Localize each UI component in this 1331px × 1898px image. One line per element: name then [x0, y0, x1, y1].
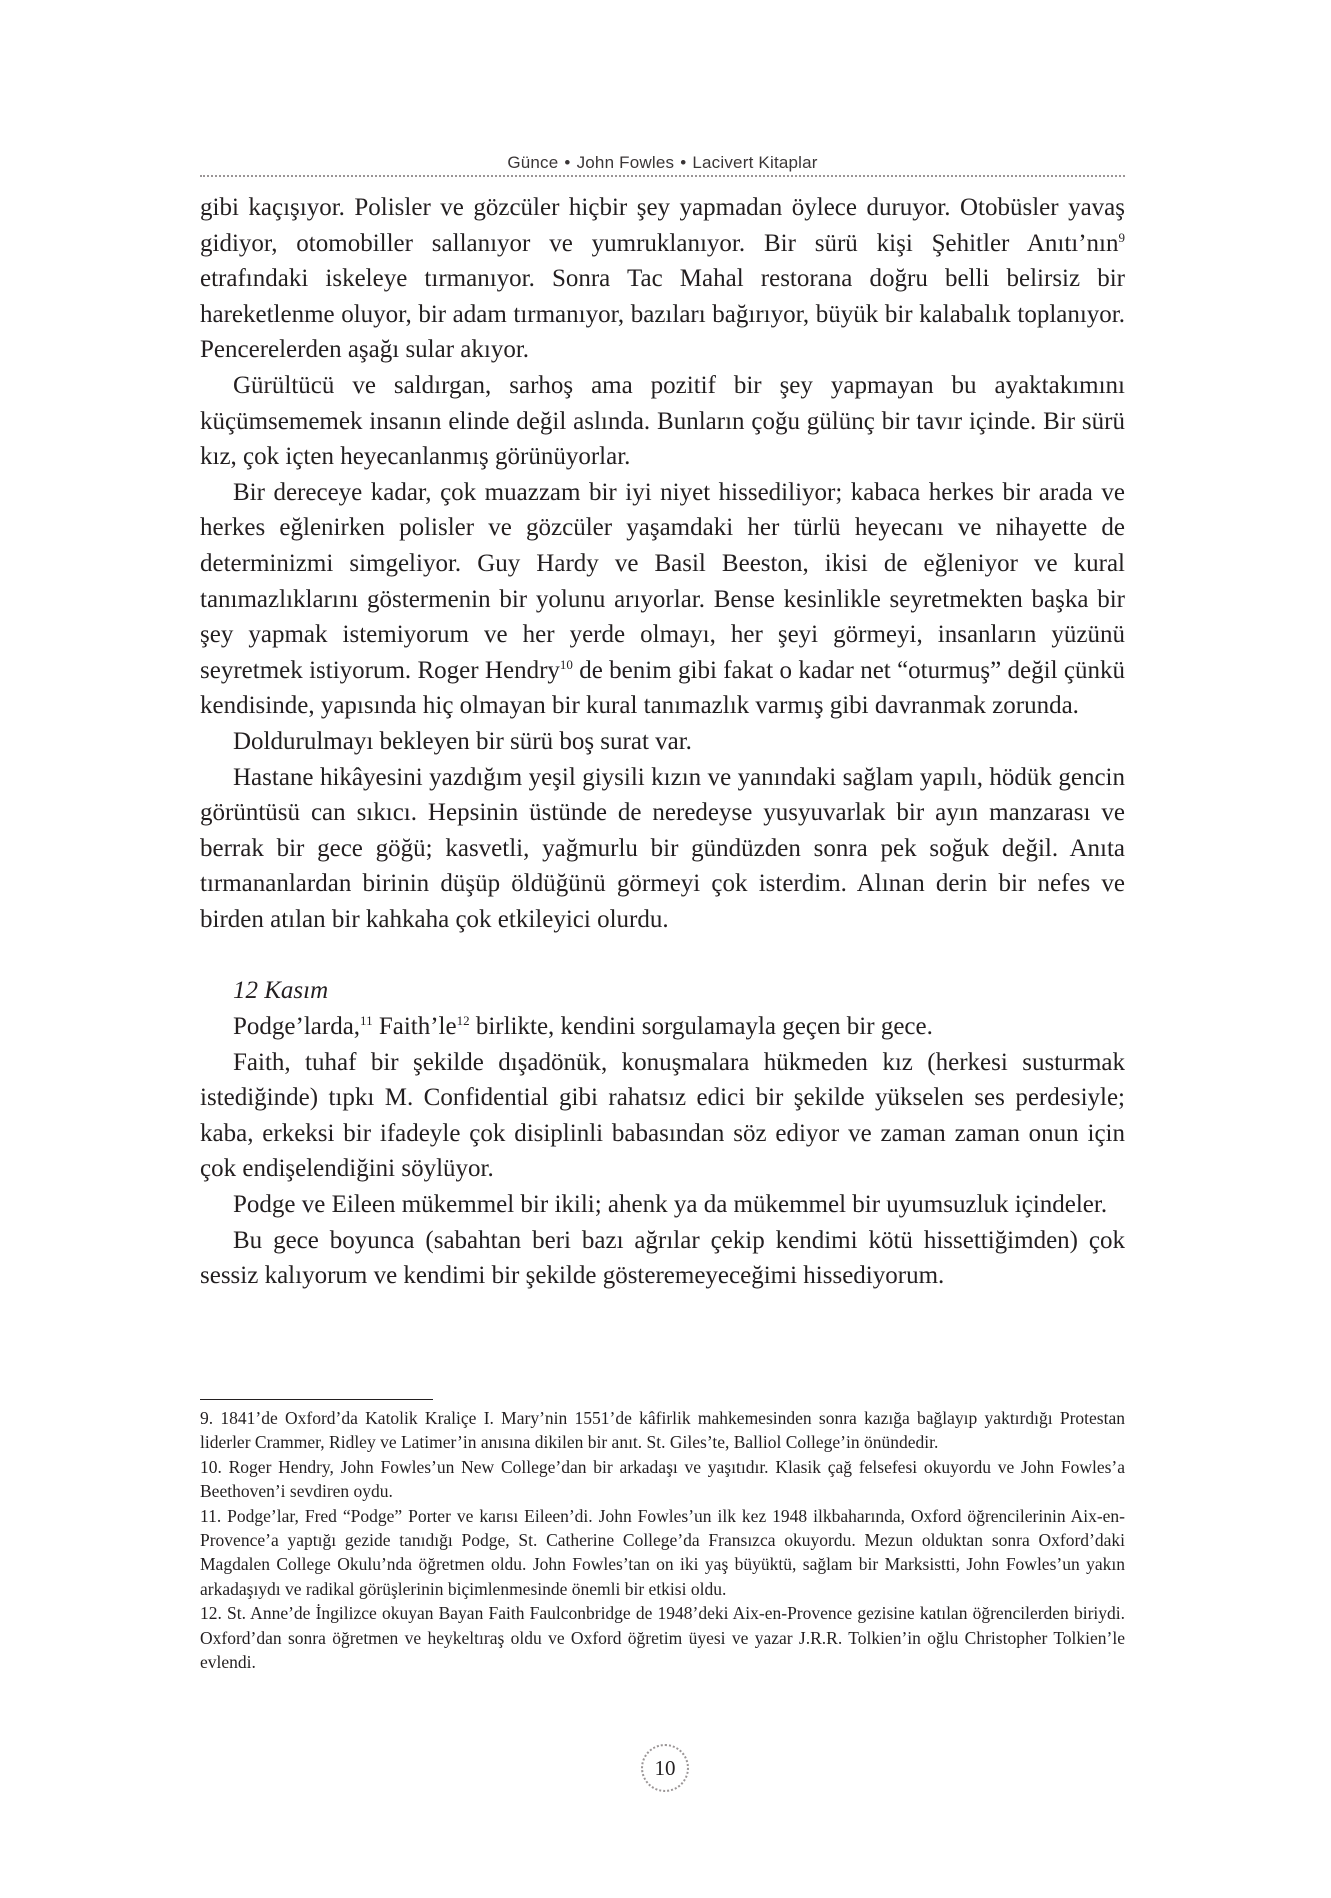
paragraph-text: Bu gece boyunca (sabahtan beri bazı ağrılar çekip kendimi kötü hissettiğimden) çok sessiz kalıyorum ve kendimi bir şekilde gösteremeyeceğimi hissediyorum. [200, 1226, 1125, 1290]
paragraph [200, 724, 1125, 760]
header-book-title: Günce [507, 153, 559, 172]
paragraph-text: Hastane hikâyesini yazdığım yeşil giysili kızın ve yanındaki sağlam yapılı, hödük gencin görüntüsü can sıkıcı. Hepsinin üstünde de neredeyse yusyuvarlak bir ayın manzarası ve berrak bir gece göğü; kasvetli, yağmurlu bir gündüzden sonra pek soğuk değil. Anıta tırmananlardan birinin düşüp öldüğünü görmeyi çok isterdim. Alınan derin bir nefes ve birden atılan bir kahkaha çok etkileyici olurdu. [200, 763, 1125, 933]
footnote: 11. Podge’lar, Fred “Podge” Porter ve karısı Eileen’di. John Fowles’un ilk kez 1948 ilkbaharında, Oxford öğrencilerinin Aix-en-Provence’a yaptığı gezide tanıdığı Podge, St. Catherine College’da Fransızca okuyordu. Mezun olduktan sonra Oxford’daki Magdalen College Okulu’nda öğretmen oldu. John Fowles’tan on iki yaş büyüktü, sağlam bir Marksistti, John Fowles’un yakın arkadaşıydı ve radikal görüşlerinin biçimlenmesinde önemli bir etkisi oldu. [200, 1505, 1125, 1599]
paragraph [200, 368, 1125, 475]
header-separator: • [680, 153, 687, 172]
header-author: John Fowles [576, 153, 675, 172]
paragraph-text: gibi kaçışıyor. Polisler ve gözcüler hiçbir şey yapmadan öylece duruyor. Otobüsler yavaş gidiyor, otomobiller sallanıyor ve yumruklanıyor. Bir sürü kişi Şehitler Anıtı’nın [200, 194, 1125, 257]
paragraph-text: Gürültücü ve saldırgan, sarhoş ama pozitif bir şey yapmayan bu ayaktakımını küçümsememek insanın elinde değil aslında. Bunların çoğu gülünç bir tavır içinde. Bir sürü kız, çok içten heyecanlanmış görünüyorlar. [200, 371, 1125, 471]
footnote-ref: 12 [456, 1013, 470, 1029]
date-heading: 12 Kasım [233, 977, 329, 1005]
paragraph-text: Podge’larda, [233, 1013, 361, 1041]
footnote-ref: 10 [559, 656, 573, 672]
paragraph-text: de benim gibi fakat o kadar net “oturmuş” değil çünkü kendisinde, yapısında hiç olmayan bir kural tanımazlık varmış gibi davranmak zorunda. [200, 656, 1125, 720]
footnote-separator [200, 1399, 433, 1400]
header-publisher: Lacivert Kitaplar [692, 153, 818, 172]
page-number-text: 10 [654, 1755, 676, 1780]
paragraph-text: Faith’le [372, 1013, 457, 1041]
page-number [641, 1744, 689, 1792]
main-text [200, 190, 1125, 1294]
paragraph-text: Faith, tuhaf bir şekilde dışadönük, konuşmalara hükmeden kız (herkesi susturmak istediğinde) tıpkı M. Confidential gibi rahatsız edici bir şekilde yükselen ses perdesiyle; kaba, erkeksi bir ifadeyle çok disiplinli babasından söz ediyor ve zaman zaman onun için çok endişelendiğini söylüyor. [200, 1048, 1125, 1183]
paragraph-text: birlikte, kendini sorgulamayla geçen bir gece. [469, 1013, 933, 1041]
footnote: 10. Roger Hendry, John Fowles’un New College’dan bir arkadaşı ve yaşıtıdır. Klasik çağ felsefesi okuyordu ve John Fowles’a Beethoven’i sevdiren oydu. [200, 1456, 1125, 1502]
paragraph [200, 1009, 1125, 1045]
running-header [200, 153, 1125, 173]
header-separator: • [564, 153, 571, 172]
footnotes [200, 1406, 1125, 1674]
paragraph-text: Bir dereceye kadar, çok muazzam bir iyi niyet hissediliyor; kabaca herkes bir arada ve herkes eğlenirken polisler ve gözcüler yaşamdaki her türlü heyecanı ve nihayette de determinizmi simgeliyor. Guy Hardy ve Basil Beeston, ikisi de eğleniyor ve kural tanımazlıklarını göstermenin bir yolunu arıyorlar. Bense kesinlikle seyretmekten başka bir şey yapmak istemiyorum ve her yerde olmayı, her şeyi görmeyi, insanların yüzünü seyretmek istiyorum. Roger Hendry [200, 478, 1125, 684]
footnote: 12. St. Anne’de İngilizce okuyan Bayan Faith Faulconbridge de 1948’deki Aix-en-Provence gezisine katılan öğrencilerden biriydi. Oxford’dan sonra öğretmen ve heykeltıraş oldu ve Oxford öğretim üyesi ve yazar J.R.R. Tolkien’in oğlu Christopher Tolkien’le evlendi. [200, 1603, 1125, 1673]
paragraph-text: etrafındaki iskeleye tırmanıyor. Sonra Tac Mahal restorana doğru belli belirsiz bir hareketlenme oluyor, bir adam tırmanıyor, bazıları bağırıyor, büyük bir kalabalık toplanıyor. Pencerelerden aşağı sular akıyor. [200, 265, 1125, 364]
header-dotted-rule [200, 175, 1125, 177]
paragraph [200, 190, 1125, 368]
footnote-ref: 11 [360, 1013, 373, 1029]
paragraph [200, 1223, 1125, 1294]
paragraph [200, 760, 1125, 938]
paragraph-text: Doldurulmayı bekleyen bir sürü boş surat var. [233, 727, 692, 755]
footnote-ref: 9 [1118, 229, 1125, 245]
footnote: 9. 1841’de Oxford’da Katolik Kraliçe I. Mary’nin 1551’de kâfirlik mahkemesinden sonra kazığa bağlayıp yaktırdığı Protestan liderler Crammer, Ridley ve Latimer’in anısına dikilen bir anıt. St. Giles’te, Balliol College’in önündedir. [200, 1408, 1125, 1453]
paragraph [200, 1187, 1125, 1223]
paragraph-text: Podge ve Eileen mükemmel bir ikili; ahenk ya da mükemmel bir uyumsuzluk içindeler. [233, 1191, 1108, 1219]
paragraph [200, 475, 1125, 724]
paragraph [200, 1045, 1125, 1187]
